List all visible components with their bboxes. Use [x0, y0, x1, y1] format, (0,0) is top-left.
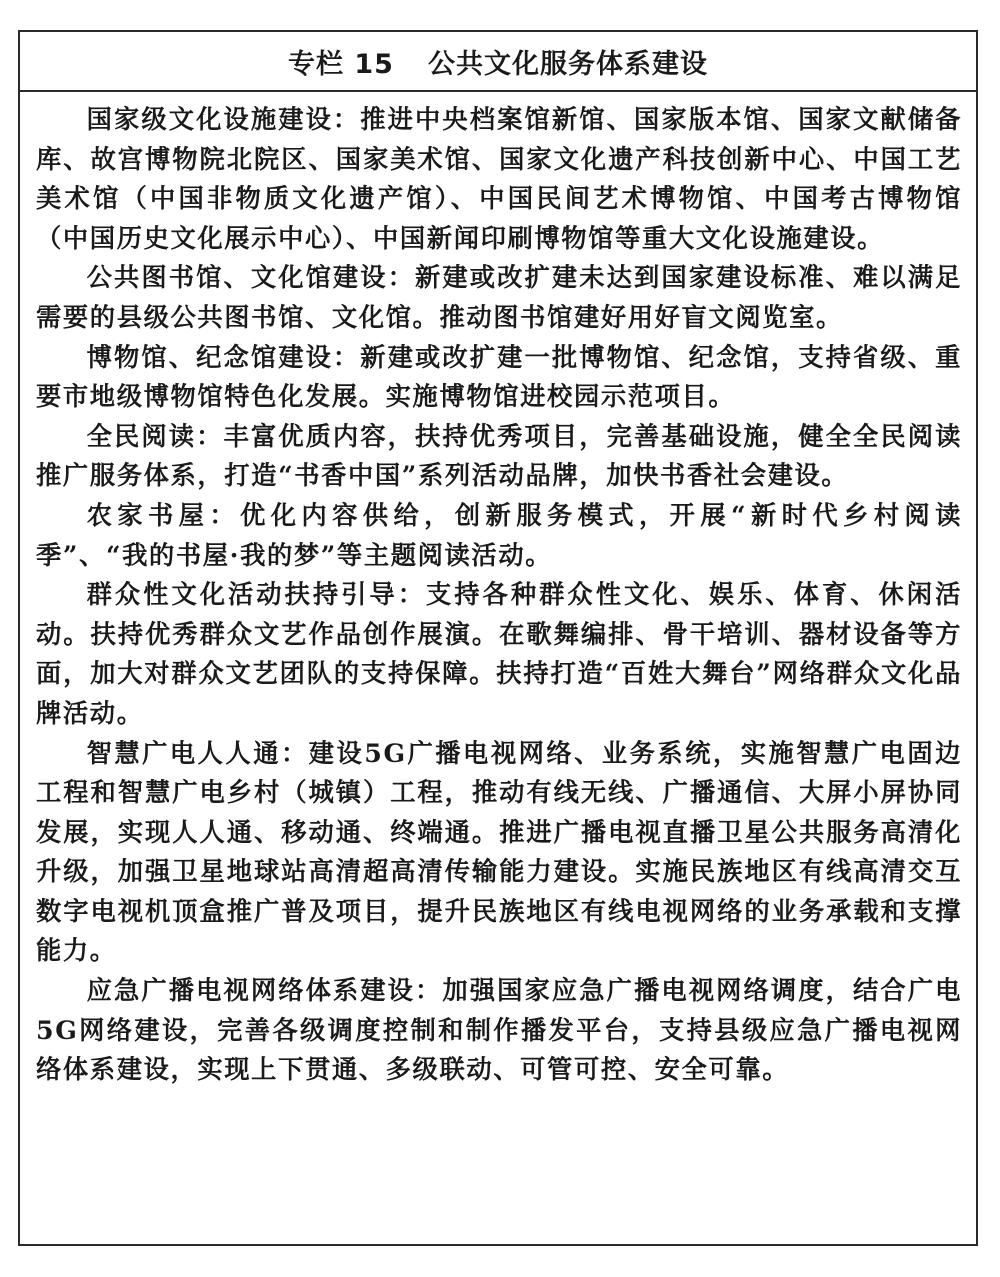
paragraph-national-reading: 全民阅读：丰富优质内容，扶持优秀项目，完善基础设施，健全全民阅读推广服务体系，打造“书香中国”系列活动品牌，加快书香社会建设。 [36, 420, 962, 491]
column-number: 专栏 15 [288, 48, 394, 80]
paragraph-mass-cultural-activities: 群众性文化活动扶持引导：支持各种群众性文化、娱乐、体育、休闲活动。扶持优秀群众文艺作品创作展演。在歌舞编排、骨干培训、器材设备等方面，加大对群众文艺团队的支持保障。扶持打造“百姓大舞台”网络群众文化品牌活动。 [36, 579, 962, 728]
column-box [18, 30, 978, 1246]
paragraph-libraries-cultural-centers: 公共图书馆、文化馆建设：新建或改扩建未达到国家建设标准、难以满足需要的县级公共图书馆、文化馆。推动图书馆建好用好盲文阅览室。 [36, 262, 962, 332]
paragraph-emergency-broadcasting: 应急广播电视网络体系建设：加强国家应急广播电视网络调度，结合广电5G网络建设，完善各级调度控制和制作播发平台，支持县级应急广播电视网络体系建设，实现上下贯通、多级联动、可管可控、安全可靠。 [36, 975, 962, 1085]
column-body [20, 92, 976, 1090]
column-title: 公共文化服务体系建设 [427, 48, 708, 80]
paragraph-rural-libraries: 农家书屋：优化内容供给，创新服务模式，开展“新时代乡村阅读季”、“我的书屋·我的梦”等主题阅读活动。 [36, 499, 962, 570]
paragraph-smart-broadcasting: 智慧广电人人通：建设5G广播电视网络、业务系统，实施智慧广电固边工程和智慧广电乡村（城镇）工程，推动有线无线、广播通信、大屏小屏协同发展，实现人人通、移动通、终端通。推进广播电视直播卫星公共服务高清化升级，加强卫星地球站高清超高清传输能力建设。实施民族地区有线高清交互数字电视机顶盒推广普及项目，提升民族地区有线电视网络的业务承载和支撑能力。 [36, 737, 962, 966]
column-header [20, 32, 976, 92]
paragraph-museums-memorials: 博物馆、纪念馆建设：新建或改扩建一批博物馆、纪念馆，支持省级、重要市地级博物馆特色化发展。实施博物馆进校园示范项目。 [36, 341, 962, 412]
paragraph-national-facilities: 国家级文化设施建设：推进中央档案馆新馆、国家版本馆、国家文献储备库、故宫博物院北院区、国家美术馆、国家文化遗产科技创新中心、中国工艺美术馆（中国非物质文化遗产馆）、中国民间艺术博物馆、中国考古博物馆（中国历史文化展示中心）、中国新闻印刷博物馆等重大文化设施建设。 [36, 104, 962, 253]
